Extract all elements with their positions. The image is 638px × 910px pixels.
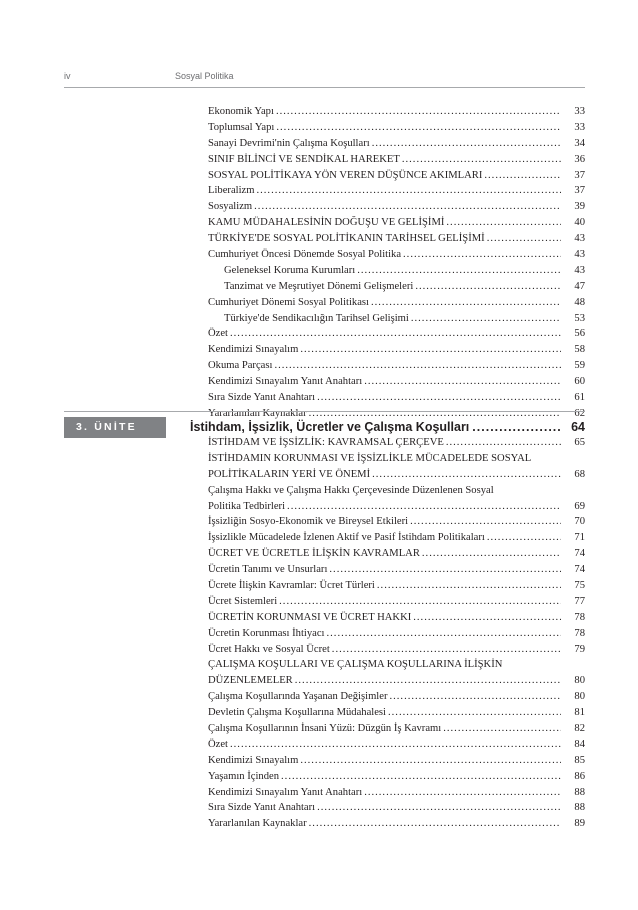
toc-entry[interactable] — [208, 435, 585, 451]
leader-dots — [364, 785, 561, 801]
toc-entry-page: 37 — [574, 185, 585, 197]
running-header-title: Sosyal Politika — [175, 71, 234, 81]
toc-entry-page: 61 — [574, 392, 585, 404]
toc-entry-title: Çalışma Hakkı ve Çalışma Hakkı Çerçevesinde Düzenlenen Sosyal — [208, 484, 494, 496]
toc-entry-title: Ücret Hakkı ve Sosyal Ücret — [208, 643, 330, 655]
toc-entry-title: İSTİHDAM VE İŞSİZLİK: KAVRAMSAL ÇERÇEVE — [208, 437, 444, 448]
toc-entry-page: 62 — [574, 407, 585, 419]
leader-dots — [377, 578, 561, 594]
toc-entry-title: Devletin Çalışma Koşullarına Müdahalesi — [208, 707, 386, 719]
toc-entry-title: ÇALIŞMA KOŞULLARI VE ÇALIŞMA KOŞULLARINA İLİŞKİN — [208, 659, 503, 671]
toc-entry-title: Liberalizm — [208, 185, 255, 197]
toc-entry-title: İşsizliğin Sosyo-Ekonomik ve Bireysel Etkileri — [208, 516, 409, 528]
toc-entry-page: 78 — [574, 611, 585, 623]
toc-entry[interactable] — [208, 152, 585, 168]
toc-entry[interactable] — [208, 467, 585, 483]
toc-entry-title: Türkiye'de Sendikacılığın Tarihsel Gelişimi — [224, 312, 409, 324]
leader-dots — [317, 800, 561, 816]
leader-dots — [230, 326, 561, 342]
toc-entry-page: 80 — [574, 675, 585, 687]
leader-dots — [487, 231, 561, 247]
toc-entry-title: Yararlanılan Kaynaklar — [208, 407, 307, 419]
toc-entry-page: 36 — [574, 153, 585, 165]
toc-entry[interactable] — [208, 689, 585, 705]
leader-dots — [372, 467, 561, 483]
toc-entry[interactable] — [208, 578, 585, 594]
toc-section-unit-3 — [208, 435, 585, 832]
toc-entry-title: Özet — [208, 328, 228, 340]
toc-entry-page: 75 — [574, 580, 585, 592]
toc-entry[interactable] — [208, 800, 585, 816]
toc-entry-title: POLİTİKALARIN YERİ VE ÖNEMİ — [208, 468, 371, 480]
toc-entry-title: Sıra Sizde Yanıt Anahtarı — [208, 392, 316, 404]
toc-entry-title: Kendimizi Sınayalım Yanıt Anahtarı — [208, 786, 363, 798]
toc-entry[interactable] — [208, 104, 585, 120]
toc-entry[interactable] — [208, 546, 585, 562]
toc-entry-page: 74 — [574, 548, 585, 560]
unit-title-entry[interactable] — [190, 420, 585, 434]
toc-entry[interactable] — [208, 374, 585, 390]
leader-dots — [472, 420, 560, 434]
leader-dots — [276, 120, 561, 136]
toc-entry-page: 78 — [574, 627, 585, 639]
toc-entry-page: 77 — [574, 595, 585, 607]
leader-dots — [371, 295, 561, 311]
toc-entry[interactable] — [208, 721, 585, 737]
toc-entry[interactable] — [208, 168, 585, 184]
toc-entry-page: 68 — [574, 468, 585, 480]
toc-entry-page: 58 — [574, 344, 585, 356]
toc-entry-page: 88 — [574, 802, 585, 814]
leader-dots — [446, 215, 561, 231]
toc-entry[interactable] — [208, 530, 585, 546]
leader-dots — [329, 562, 561, 578]
toc-entry-title: DÜZENLEMELER — [208, 675, 293, 687]
toc-entry[interactable] — [208, 626, 585, 642]
toc-entry[interactable] — [208, 183, 585, 199]
toc-entry[interactable] — [208, 311, 585, 327]
header-divider — [64, 87, 585, 88]
toc-entry[interactable] — [208, 120, 585, 136]
toc-entry[interactable] — [208, 499, 585, 515]
toc-entry-page: 34 — [574, 137, 585, 149]
toc-entry-title: İSTİHDAMIN KORUNMASI VE İŞSİZLİKLE MÜCADELEDE SOSYAL — [208, 452, 532, 464]
toc-entry-title: Sosyalizm — [208, 201, 253, 213]
toc-entry-title: Okuma Parçası — [208, 360, 273, 372]
toc-entry-page: 56 — [574, 328, 585, 340]
leader-dots — [309, 816, 561, 832]
toc-entry[interactable] — [208, 594, 585, 610]
toc-entry-page: 39 — [574, 201, 585, 213]
toc-entry[interactable] — [208, 451, 585, 467]
toc-entry-title: ÜCRETİN KORUNMASI VE ÜCRET HAKKI — [208, 611, 412, 623]
leader-dots — [327, 626, 562, 642]
toc-entry-page: 88 — [574, 786, 585, 798]
toc-entry-title: Toplumsal Yapı — [208, 121, 275, 133]
leader-dots — [281, 769, 561, 785]
toc-entry-page: 86 — [574, 770, 585, 782]
toc-entry-page: 74 — [574, 564, 585, 576]
leader-dots — [487, 530, 561, 546]
toc-entry[interactable] — [208, 514, 585, 530]
leader-dots — [287, 499, 561, 515]
toc-entry[interactable] — [208, 657, 585, 673]
leader-dots — [389, 689, 561, 705]
toc-entry[interactable] — [208, 562, 585, 578]
toc-entry[interactable] — [208, 737, 585, 753]
toc-entry-title: Ücrete İlişkin Kavramlar: Ücret Türleri — [208, 580, 375, 592]
toc-entry-page: 37 — [574, 169, 585, 181]
toc-entry[interactable] — [208, 247, 585, 263]
toc-entry[interactable] — [208, 279, 585, 295]
toc-entry[interactable] — [208, 342, 585, 358]
toc-entry[interactable] — [208, 199, 585, 215]
toc-entry-page: 84 — [574, 738, 585, 750]
toc-entry-page: 80 — [574, 691, 585, 703]
leader-dots — [295, 673, 561, 689]
toc-section-unit-2 — [208, 104, 585, 422]
toc-entry-page: 85 — [574, 754, 585, 766]
leader-dots — [415, 279, 561, 295]
toc-entry-title: TÜRKİYE'DE SOSYAL POLİTİKANIN TARİHSEL GELİŞİMİ — [208, 233, 485, 245]
toc-entry[interactable] — [208, 483, 585, 499]
toc-entry[interactable] — [208, 295, 585, 311]
toc-entry[interactable] — [208, 326, 585, 342]
toc-entry-title: Özet — [208, 738, 228, 750]
toc-entry-title: SINIF BİLİNCİ VE SENDİKAL HAREKET — [208, 153, 400, 165]
toc-entry-title: Geleneksel Koruma Kurumları — [224, 264, 356, 276]
toc-entry-page: 82 — [574, 723, 585, 735]
leader-dots — [372, 136, 561, 152]
leader-dots — [410, 514, 561, 530]
toc-entry-page: 59 — [574, 360, 585, 372]
toc-entry-page: 43 — [574, 264, 585, 276]
toc-entry-title: Yaşamın İçinden — [208, 770, 280, 782]
leader-dots — [446, 435, 561, 451]
toc-entry-title: Sıra Sizde Yanıt Anahtarı — [208, 802, 316, 814]
toc-entry-page: 69 — [574, 500, 585, 512]
toc-entry[interactable] — [208, 610, 585, 626]
toc-entry-title: SOSYAL POLİTİKAYA YÖN VEREN DÜŞÜNCE AKIMLARI — [208, 169, 483, 181]
leader-dots — [364, 374, 561, 390]
leader-dots — [256, 183, 561, 199]
toc-entry-title: KAMU MÜDAHALESİNİN DOĞUŞU VE GELİŞİMİ — [208, 217, 445, 229]
toc-entry-title: Cumhuriyet Dönemi Sosyal Politikası — [208, 296, 369, 308]
toc-entry-title: Sanayi Devrimi'nin Çalışma Koşulları — [208, 137, 370, 149]
leader-dots — [300, 753, 561, 769]
leader-dots — [388, 705, 561, 721]
toc-entry-title: Ücretin Tanımı ve Unsurları — [208, 564, 328, 576]
toc-entry[interactable] — [208, 136, 585, 152]
toc-entry-page: 33 — [574, 121, 585, 133]
toc-entry-page: 48 — [574, 296, 585, 308]
toc-entry-page: 43 — [574, 249, 585, 261]
toc-entry-page: 81 — [574, 707, 585, 719]
leader-dots — [402, 152, 561, 168]
toc-entry-title: İşsizlikle Mücadelede İzlenen Aktif ve Pasif İstihdam Politikaları — [208, 532, 485, 544]
toc-entry-page: 43 — [574, 233, 585, 245]
leader-dots — [274, 358, 561, 374]
toc-entry-page: 47 — [574, 280, 585, 292]
toc-entry-page: 33 — [574, 106, 585, 117]
toc-entry-page: 65 — [574, 437, 585, 448]
toc-entry[interactable] — [208, 753, 585, 769]
toc-entry-page: 79 — [574, 643, 585, 655]
unit-label-badge: 3. ÜNİTE — [64, 417, 166, 438]
toc-entry-title: Kendimizi Sınayalım — [208, 344, 299, 356]
toc-entry-title: Kendimizi Sınayalım Yanıt Anahtarı — [208, 376, 363, 388]
page-number: iv — [64, 71, 71, 81]
leader-dots — [279, 594, 561, 610]
leader-dots — [443, 721, 561, 737]
toc-entry[interactable] — [208, 231, 585, 247]
toc-entry[interactable] — [208, 673, 585, 689]
toc-entry-page: 89 — [574, 818, 585, 830]
toc-entry[interactable] — [208, 642, 585, 658]
toc-entry[interactable] — [208, 705, 585, 721]
leader-dots — [411, 311, 561, 327]
toc-entry-title: Çalışma Koşullarında Yaşanan Değişimler — [208, 691, 388, 703]
leader-dots — [484, 168, 561, 184]
leader-dots — [254, 199, 561, 215]
toc-entry[interactable] — [208, 769, 585, 785]
unit-divider — [64, 411, 585, 412]
toc-entry-title: Tanzimat ve Meşrutiyet Dönemi Gelişmeleri — [224, 280, 414, 292]
toc-entry-title: Çalışma Koşullarının İnsani Yüzü: Düzgün İş Kavramı — [208, 723, 442, 735]
leader-dots — [300, 342, 561, 358]
toc-entry-title: Ücret Sistemleri — [208, 595, 278, 607]
leader-dots — [357, 263, 561, 279]
leader-dots — [413, 610, 561, 626]
leader-dots — [230, 737, 561, 753]
toc-entry-title: Yararlanılan Kaynaklar — [208, 818, 307, 830]
toc-entry-page: 70 — [574, 516, 585, 528]
toc-entry[interactable] — [208, 785, 585, 801]
leader-dots — [317, 390, 561, 406]
toc-entry-title: Politika Tedbirleri — [208, 500, 286, 512]
toc-entry[interactable] — [208, 215, 585, 231]
toc-entry-title: Kendimizi Sınayalım — [208, 754, 299, 766]
leader-dots — [422, 546, 561, 562]
toc-entry[interactable] — [208, 358, 585, 374]
toc-entry-title: Ücretin Korunması İhtiyacı — [208, 627, 325, 639]
toc-entry[interactable] — [208, 390, 585, 406]
leader-dots — [403, 247, 561, 263]
unit-title-text: İstihdam, İşsizlik, Ücretler ve Çalışma Koşulları — [190, 420, 470, 434]
leader-dots — [276, 104, 561, 120]
toc-entry-page: 40 — [574, 217, 585, 229]
unit-title-page: 64 — [571, 420, 585, 434]
toc-entry-title: Ekonomik Yapı — [208, 106, 274, 117]
leader-dots — [332, 642, 561, 658]
toc-entry[interactable] — [208, 263, 585, 279]
toc-entry-page: 53 — [574, 312, 585, 324]
toc-entry-page: 60 — [574, 376, 585, 388]
toc-entry-page: 71 — [574, 532, 585, 544]
toc-entry-title: ÜCRET VE ÜCRETLE İLİŞKİN KAVRAMLAR — [208, 548, 420, 560]
toc-entry-title: Cumhuriyet Öncesi Dönemde Sosyal Politika — [208, 249, 402, 261]
toc-entry[interactable] — [208, 816, 585, 832]
